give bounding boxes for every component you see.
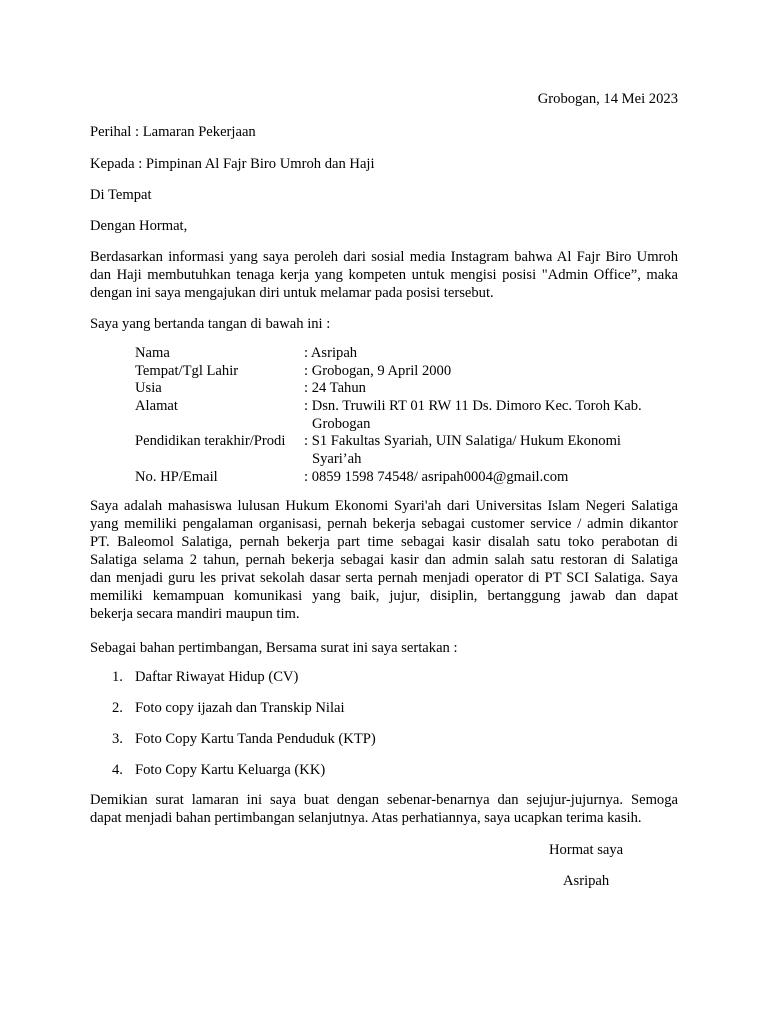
- place-line: Di Tempat: [90, 187, 152, 203]
- list-text: Foto Copy Kartu Tanda Penduduk (KTP): [135, 731, 376, 747]
- sign-off: Hormat saya: [549, 842, 624, 858]
- detail-value-block: [304, 432, 684, 468]
- detail-value-block: [304, 397, 684, 433]
- detail-label: Usia: [135, 380, 162, 396]
- detail-value: : Dsn. Truwili RT 01 RW 11 Ds. Dimoro Kec. Toroh Kab.: [304, 398, 642, 414]
- detail-value: : 24 Tahun: [304, 380, 366, 396]
- list-text: Foto copy ijazah dan Transkip Nilai: [135, 700, 345, 716]
- list-item: [112, 699, 345, 717]
- signature-name: Asripah: [563, 873, 610, 889]
- body-line: yang memiliki pengalaman organisasi, pernah bekerja sebagai customer service / admin dikantor: [90, 516, 678, 532]
- body-line: bekerja secara mandiri maupun tim.: [90, 606, 300, 622]
- intro-line: dan Haji membutuhkan tenaga kerja yang kompeten untuk mengisi posisi "Admin Office”, maka: [90, 267, 678, 283]
- detail-label: No. HP/Email: [135, 469, 218, 485]
- recipient-line: Kepada : Pimpinan Al Fajr Biro Umroh dan Haji: [90, 156, 375, 172]
- body-line: dan menjadi guru les privat sekolah dasar serta pernah menjadi operator di PT SCI Salatiga. Saya: [90, 570, 678, 586]
- intro-line: Berdasarkan informasi yang saya peroleh dari sosial media Instagram bahwa Al Fajr Biro Umroh: [90, 249, 678, 265]
- list-text: Foto Copy Kartu Keluarga (KK): [135, 762, 326, 778]
- subject-line: Perihal : Lamaran Pekerjaan: [90, 124, 256, 140]
- greeting-line: Dengan Hormat,: [90, 218, 188, 234]
- detail-value: : Grobogan, 9 April 2000: [304, 363, 452, 379]
- detail-value-continued: Grobogan: [312, 416, 371, 432]
- detail-value: : 0859 1598 74548/ asripah0004@gmail.com: [304, 469, 569, 485]
- list-item: [112, 761, 325, 779]
- list-number: 2.: [112, 700, 123, 716]
- detail-value: : S1 Fakultas Syariah, UIN Salatiga/ Hukum Ekonomi: [304, 433, 621, 449]
- list-number: 4.: [112, 762, 123, 778]
- body-line: PT. Baleomol Salatiga, pernah bekerja part time sebagai kasir disalah satu toko perabotan di: [90, 534, 678, 550]
- list-text: Daftar Riwayat Hidup (CV): [135, 669, 299, 685]
- list-item: [112, 730, 376, 748]
- list-number: 1.: [112, 669, 123, 685]
- intro-paragraph: [90, 248, 678, 302]
- body-line: Saya adalah mahasiswa lulusan Hukum Ekonomi Syari'ah dari Universitas Islam Negeri Salatiga: [90, 498, 678, 514]
- detail-value: : Asripah: [304, 345, 358, 361]
- detail-label: Tempat/Tgl Lahir: [135, 363, 239, 379]
- detail-value-continued: Syari’ah: [312, 451, 362, 467]
- list-item: [112, 668, 298, 686]
- detail-label: Pendidikan terakhir/Prodi: [135, 433, 286, 449]
- attachments-intro: Sebagai bahan pertimbangan, Bersama surat ini saya sertakan :: [90, 640, 458, 656]
- detail-label: Nama: [135, 345, 170, 361]
- list-number: 3.: [112, 731, 123, 747]
- body-line: memiliki kemampuan komunikasi yang baik, jujur, disiplin, bertanggung jawab dan dapat: [90, 588, 678, 604]
- closing-line: Demikian surat lamaran ini saya buat dengan sebenar-benarnya dan sejujur-jujurnya. Semoga: [90, 792, 678, 808]
- body-paragraph: [90, 497, 678, 623]
- body-line: Salatiga selama 2 tahun, pernah bekerja sebagai kasir dan admin salah satu restoran di Salatiga: [90, 552, 678, 568]
- closing-paragraph: [90, 791, 678, 827]
- intro-line: dengan ini saya mengajukan diri untuk melamar pada posisi tersebut.: [90, 285, 494, 301]
- detail-label: Alamat: [135, 398, 178, 414]
- closing-line: dapat menjadi bahan pertimbangan selanjutnya. Atas perhatiannya, saya ucapkan terima kasih.: [90, 810, 642, 826]
- letter-date: Grobogan, 14 Mei 2023: [537, 91, 678, 107]
- undersigned-line: Saya yang bertanda tangan di bawah ini :: [90, 316, 331, 332]
